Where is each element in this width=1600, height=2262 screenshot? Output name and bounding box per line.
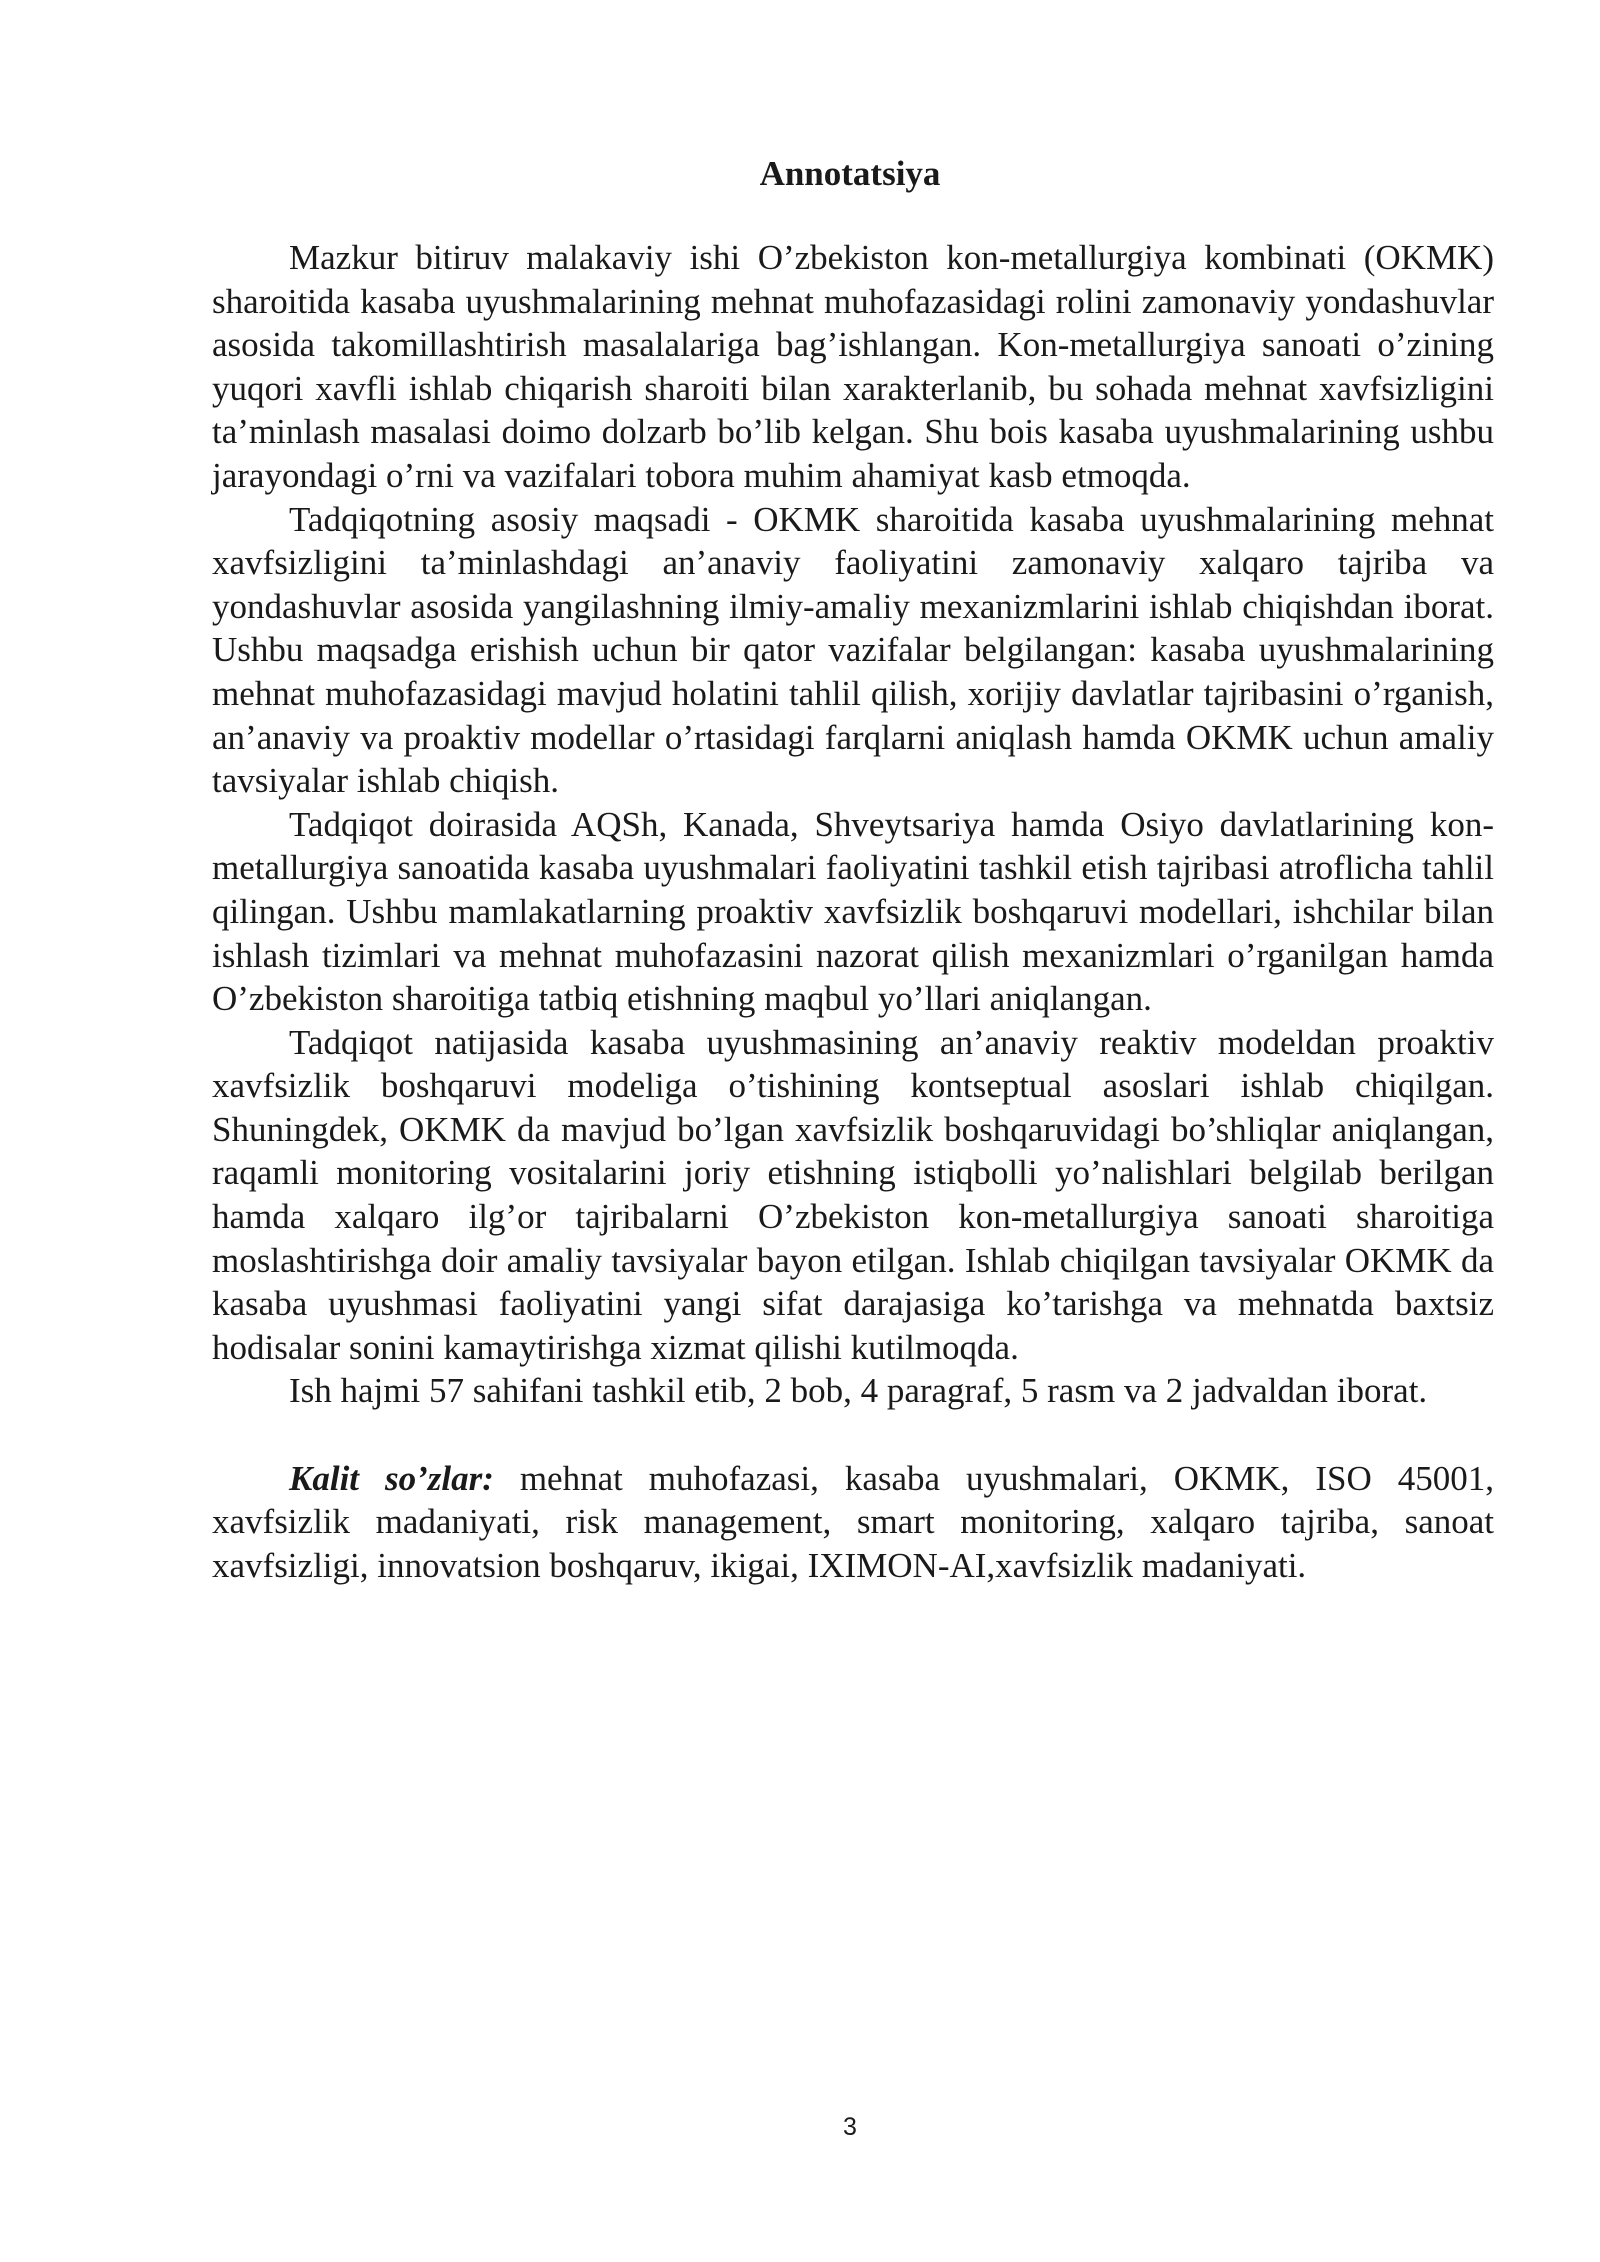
keywords-text: mehnat muhofazasi, kasaba uyushmalari, OKMK, ISO 45001, xavfsizlik madaniyati, risk management, smart monitoring, xalqaro tajriba, sanoat xavfsizligi, innovatsion boshqaruv, ikigai, IXIMON-AI,xavfsizlik madaniyati.	[212, 1458, 1494, 1585]
paragraph-goal: Tadqiqotning asosiy maqsadi - OKMK sharoitida kasaba uyushmalarining mehnat xavfsizligini ta’minlashdagi an’anaviy faoliyatini zamonaviy xalqaro tajriba va yondashuvlar asosida yangilashning ilmiy-amaliy mexanizmlarini ishlab chiqishdan iborat. Ushbu maqsadga erishish uchun bir qator vazifalar belgilangan: kasaba uyushmalarining mehnat muhofazasidagi mavjud holatini tahlil qilish, xorijiy davlatlar tajribasini o’rganish, an’anaviy va proaktiv modellar o’rtasidagi farqlarni aniqlash hamda OKMK uchun amaliy tavsiyalar ishlab chiqish.	[212, 499, 1494, 801]
keywords-label: Kalit so’zlar:	[289, 1458, 494, 1498]
page-number: 3	[843, 2113, 857, 2141]
paragraph-intro: Mazkur bitiruv malakaviy ishi O’zbekiston kon-metallurgiya kombinati (OKMK) sharoitida kasaba uyushmalarining mehnat muhofazasidagi rolini zamonaviy yondashuvlar asosida takomillashtirish masalalariga bag’ishlangan. Kon-metallurgiya sanoati o’zining yuqori xavfli ishlab chiqarish sharoiti bilan xarakterlanib, bu sohada mehnat xavfsizligini ta’minlash masalasi doimo dolzarb bo’lib kelgan. Shu bois kasaba uyushmalarining ushbu jarayondagi o’rni va vazifalari tobora muhim ahamiyat kasb etmoqda.	[212, 238, 1494, 495]
paragraph-results: Tadqiqot natijasida kasaba uyushmasining an’anaviy reaktiv modeldan proaktiv xavfsizlik boshqaruvi modeliga o’tishining kontseptual asoslari ishlab chiqilgan. Shuningdek, OKMK da mavjud bo’lgan xavfsizlik boshqaruvidagi bo’shliqlar aniqlangan, raqamli monitoring vositalarini joriy etishning istiqbolli yo’nalishlari belgilab berilgan hamda xalqaro ilg’or tajribalarni O’zbekiston kon-metallurgiya sanoati sharoitiga moslashtirishga doir amaliy tavsiyalar bayon etilgan. Ishlab chiqilgan tavsiyalar OKMK da kasaba uyushmasi faoliyatini yangi sifat darajasiga ko’tarishga va mehnatda baxtsiz hodisalar sonini kamaytirishga xizmat qilishi kutilmoqda.	[212, 1022, 1494, 1367]
page-title: Annotatsiya	[759, 154, 941, 193]
paragraph-scope: Ish hajmi 57 sahifani tashkil etib, 2 bob, 4 paragraf, 5 rasm va 2 jadvaldan iborat.	[289, 1371, 1428, 1411]
document-body	[212, 236, 1494, 1587]
paragraph-foreign-experience: Tadqiqot doirasida AQSh, Kanada, Shveytsariya hamda Osiyo davlatlarining kon-metallurgiya sanoatida kasaba uyushmalari faoliyatini tashkil etish tajribasi atroflicha tahlil qilingan. Ushbu mamlakatlarning proaktiv xavfsizlik boshqaruvi modellari, ishchilar bilan ishlash tizimlari va mehnat muhofazasini nazorat qilish mexanizmlari o’rganilgan hamda O’zbekiston sharoitiga tatbiq etishning maqbul yo’llari aniqlangan.	[212, 804, 1494, 1019]
keywords-paragraph	[212, 1457, 1494, 1588]
